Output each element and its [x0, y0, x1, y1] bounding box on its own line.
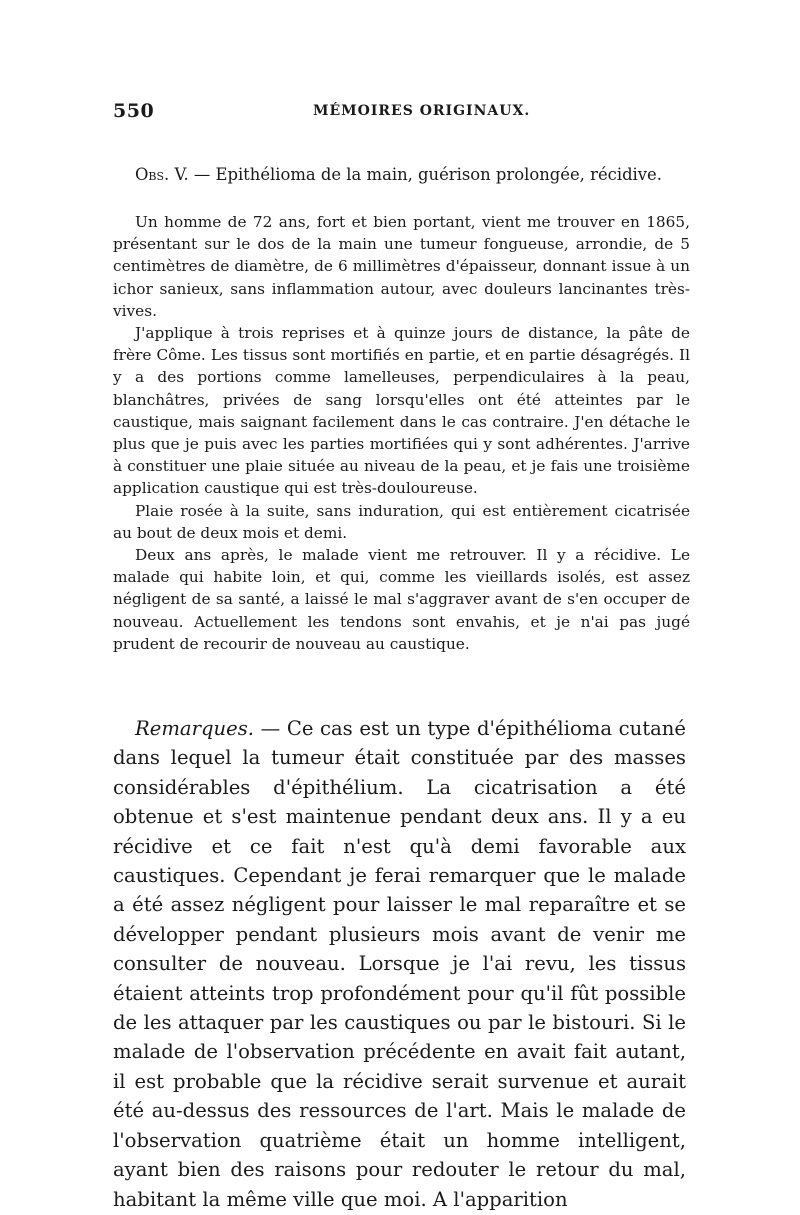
observation-paragraph: Un homme de 72 ans, fort et bien portant, vient me trouver en 1865, présentant sur le dos de la main une tumeur fongueuse, arrondie, de 5 centimètres de diamètre, de 6 millimètres d'épaisseur, donnant issue à un ichor sanieux, sans inflammation autour, avec douleurs lancinantes très-vives. — [113, 213, 690, 320]
observation-label: Obs. V. — [135, 165, 189, 184]
observation-paragraph: Deux ans après, le malade vient me retrouver. Il y a récidive. Le malade qui habite loin, et qui, comme les vieillards isolés, est assez négligent de sa santé, a laissé le mal s'aggraver avant de s'en occuper de nouveau. Actuellement les tendons sont envahis, et je n'ai pas jugé prudent de recourir de nouveau au caustique. — [113, 546, 690, 653]
observation-body — [113, 211, 690, 655]
observation-title: — Epithélioma de la main, guérison prolongée, récidive. — [188, 165, 662, 184]
page-number: 550 — [113, 100, 155, 122]
page-header — [113, 100, 688, 124]
remarks-paragraph — [113, 714, 686, 1214]
remarks-section — [113, 714, 686, 1214]
running-title: MÉMOIRES ORIGINAUX. — [313, 103, 531, 119]
observation-heading — [135, 163, 695, 187]
observation-paragraph: J'applique à trois reprises et à quinze jours de distance, la pâte de frère Côme. Les tissus sont mortifiés en partie, et en partie désagrégés. Il y a des portions comme lamelleuses, perpendiculaires à la peau, blanchâtres, privées de sang lorsqu'elles ont été atteintes par le caustique, mais saignant facilement dans le cas contraire. J'en détache le plus que je puis avec les parties mortifiées qui y sont adhérentes. J'arrive à constituer une plaie située au niveau de la peau, et je fais une troisième application caustique qui est très-douloureuse. — [113, 324, 690, 498]
remarks-text: — Ce cas est un type d'épithélioma cutané dans lequel la tumeur était constituée par des masses considérables d'épithélium. La cicatrisation a été obtenue et s'est maintenue pendant deux ans. Il y a eu récidive et ce fait n'est qu'à demi favorable aux caustiques. Cependant je ferai remarquer que le malade a été assez négligent pour laisser le mal reparaître et se développer pendant plusieurs mois avant de venir me consulter de nouveau. Lorsque je l'ai revu, les tissus étaient atteints trop profondément pour qu'il fût possible de les attaquer par les caustiques ou par le bistouri. Si le malade de l'observation précédente en avait fait autant, il est probable que la récidive serait survenue et aurait été au-dessus des ressources de l'art. Mais le malade de l'observation quatrième était un homme intelligent, ayant bien des raisons pour redouter le retour du mal, habitant la même ville que moi. A l'apparition — [113, 717, 686, 1211]
observation-paragraph: Plaie rosée à la suite, sans induration, qui est entièrement cicatrisée au bout de deux mois et demi. — [113, 501, 690, 542]
remarks-label: Remarques. — [135, 717, 255, 740]
